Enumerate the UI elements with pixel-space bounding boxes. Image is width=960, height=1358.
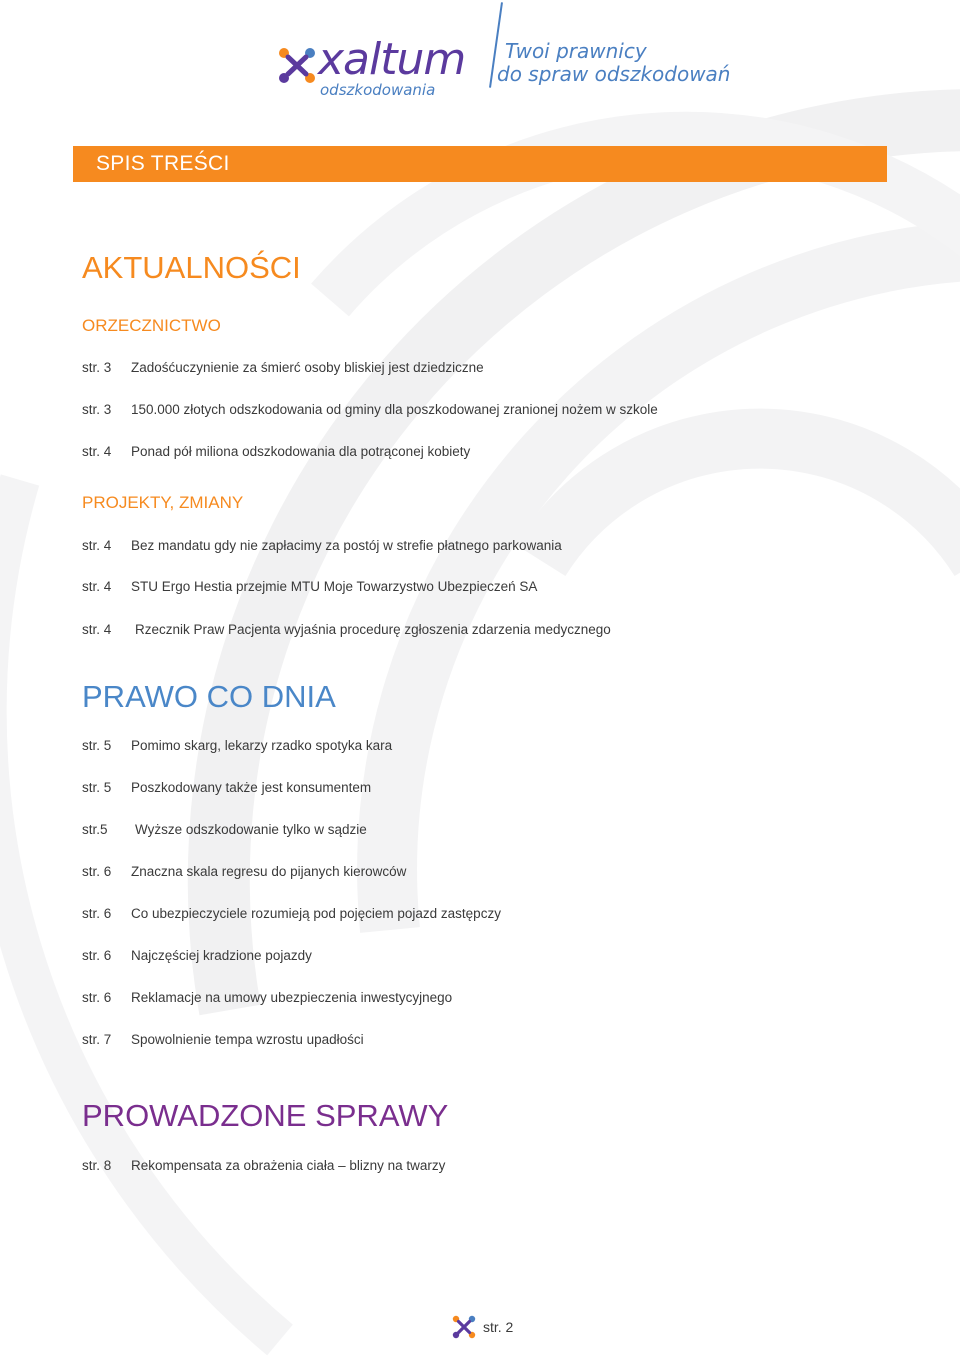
toc-entry-page: str. 4 (82, 444, 112, 459)
subsection-title-orzecznictwo: ORZECZNICTWO (82, 316, 221, 335)
toc-entry-page: str. 5 (82, 738, 112, 753)
toc-entry-page: str. 4 (82, 622, 112, 637)
toc-entry-page: str. 4 (82, 579, 112, 594)
toc-entry-title: Spowolnienie tempa wzrostu upadłości (131, 1032, 364, 1047)
toc-entry-page: str.5 (82, 822, 108, 837)
toc-entry-title: Reklamacje na umowy ubezpieczenia inwestycyjnego (131, 990, 453, 1005)
toc-entry-title: STU Ergo Hestia przejmie MTU Moje Towarzystwo Ubezpieczeń SA (131, 579, 538, 594)
toc-entry-title: Rekompensata za obrażenia ciała – blizny na twarzy (131, 1158, 446, 1173)
toc-entry-title: Najczęściej kradzione pojazdy (131, 948, 312, 963)
toc-entry-page: str. 6 (82, 906, 112, 921)
toc-entry-title: Zadośćuczynienie za śmierć osoby bliskiej jest dziedziczne (131, 360, 484, 375)
brand-tagline-2: do spraw odszkodowań (497, 62, 731, 86)
toc-entry-title: 150.000 złotych odszkodowania od gminy dla poszkodowanej zranionej nożem w szkole (131, 402, 658, 417)
section-title-aktualnosci: AKTUALNOŚCI (82, 250, 301, 285)
toc-entry-title: Co ubezpieczyciele rozumieją pod pojęciem pojazd zastępczy (131, 906, 501, 921)
section-title-prawo-co-dnia: PRAWO CO DNIA (82, 679, 336, 714)
toc-entry-title: Pomimo skarg, lekarzy rzadko spotyka kara (131, 738, 393, 753)
toc-entry-title: Ponad pół miliona odszkodowania dla potrąconej kobiety (131, 444, 471, 459)
section-title-prowadzone-sprawy: PROWADZONE SPRAWY (82, 1098, 449, 1133)
brand-subtitle: odszkodowania (320, 81, 436, 99)
toc-entry-page: str. 3 (82, 360, 112, 375)
toc-title: SPIS TREŚCI (96, 152, 230, 175)
toc-entry-page: str. 7 (82, 1032, 112, 1047)
toc-entry-page: str. 6 (82, 864, 112, 879)
toc-entry-page: str. 8 (82, 1158, 112, 1173)
toc-entry-title: Wyższe odszkodowanie tylko w sądzie (135, 822, 367, 837)
toc-entry-title: Rzecznik Praw Pacjenta wyjaśnia procedurę zgłoszenia zdarzenia medycznego (135, 622, 611, 637)
toc-entry-page: str. 5 (82, 780, 112, 795)
toc-entry-title: Znaczna skala regresu do pijanych kierowców (131, 864, 407, 879)
toc-entry-title: Bez mandatu gdy nie zapłacimy za postój w strefie płatnego parkowania (131, 538, 562, 553)
toc-entry-page: str. 3 (82, 402, 112, 417)
toc-entry-page: str. 6 (82, 948, 112, 963)
page-number: str. 2 (483, 1319, 514, 1335)
xaltum-small-logo-icon (451, 1314, 477, 1340)
subsection-title-projekty: PROJEKTY, ZMIANY (82, 493, 244, 512)
brand-name: xaltum (318, 34, 466, 85)
brand-tagline-1: Twoi prawnicy (505, 39, 647, 63)
toc-entry-title: Poszkodowany także jest konsumentem (131, 780, 372, 795)
toc-entry-page: str. 4 (82, 538, 112, 553)
page-footer (451, 1314, 571, 1344)
toc-entry-page: str. 6 (82, 990, 112, 1005)
